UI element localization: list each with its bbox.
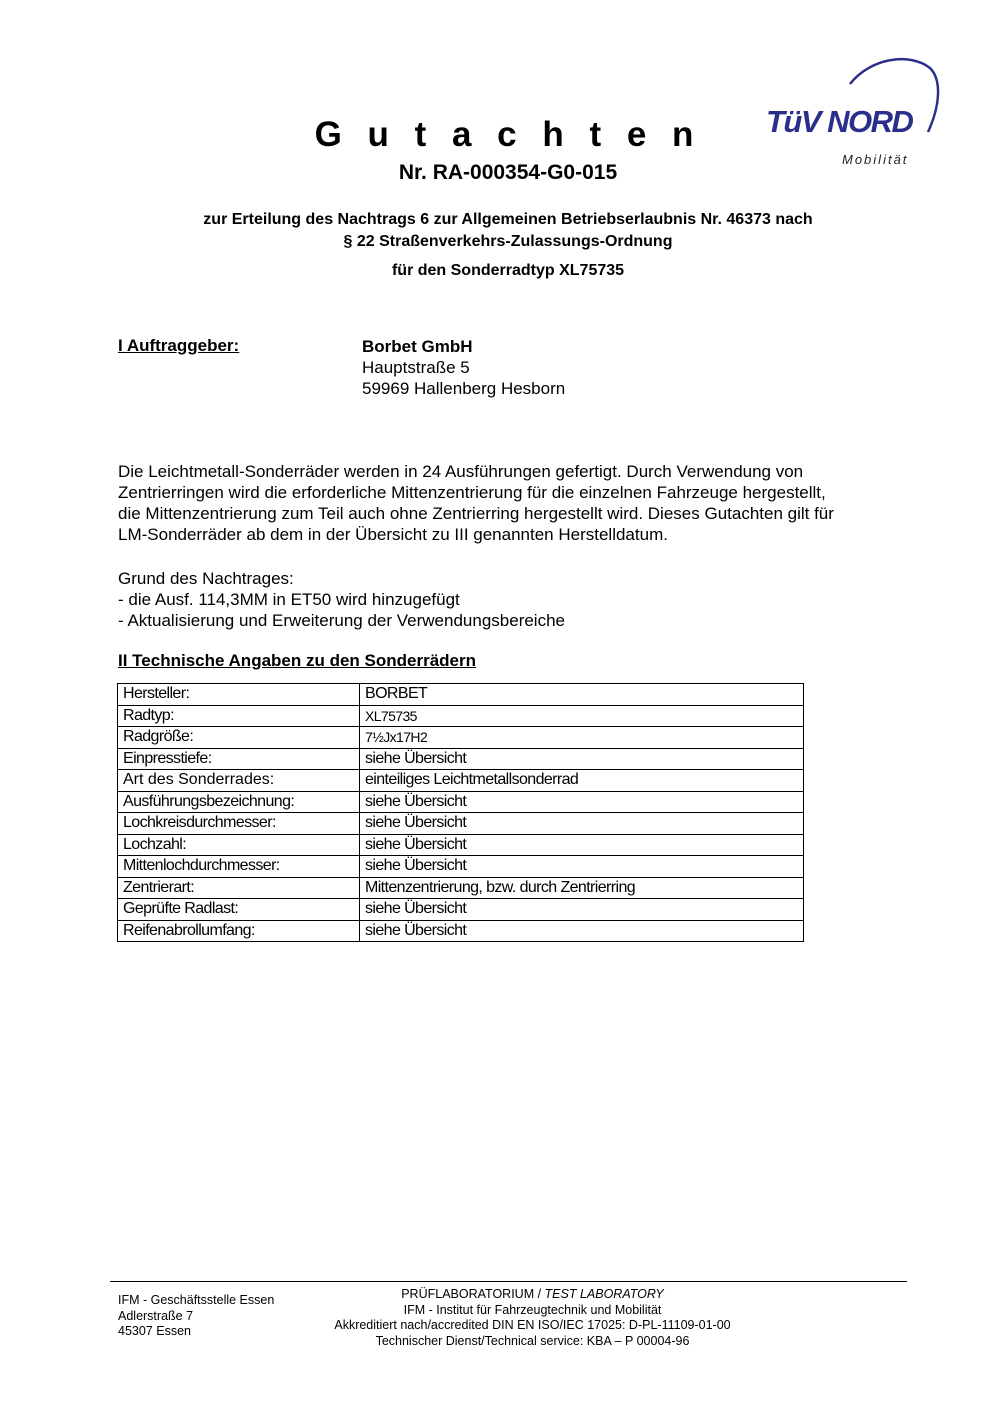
spec-label: Ausführungsbezeichnung: [118, 791, 360, 813]
table-row [118, 899, 804, 921]
amendment-reason-item: - Aktualisierung und Erweiterung der Verwendungsbereiche [118, 611, 565, 630]
purpose-line-2: § 22 Straßenverkehrs-Zulassungs-Ordnung [343, 233, 673, 250]
client-address [362, 336, 565, 399]
logo-subtitle: Mobilität [842, 152, 909, 167]
footer-office-line: Adlerstraße 7 [118, 1308, 194, 1323]
spec-label: Reifenabrollumfang: [118, 920, 360, 942]
spec-value: siehe Übersicht [360, 791, 804, 813]
logo-wordmark: TüV NORD [766, 104, 913, 139]
table-row [118, 920, 804, 942]
amendment-reason-title: Grund des Nachtrages: [118, 569, 294, 588]
footer-laboratory-info [280, 1287, 785, 1349]
amendment-reason-item: - die Ausf. 114,3MM in ET50 wird hinzugefügt [118, 590, 460, 609]
footer-office-line: IFM - Geschäftsstelle Essen [118, 1293, 275, 1307]
wheel-type-line: für den Sonderradtyp XL75735 [391, 262, 625, 279]
spec-label: Mittenlochdurchmesser: [118, 856, 360, 878]
spec-value: siehe Übersicht [360, 834, 804, 856]
spec-label: Radgröße: [118, 727, 360, 749]
table-row [118, 877, 804, 899]
spec-label: Lochkreisdurchmesser: [118, 813, 360, 835]
client-name: Borbet GmbH [362, 337, 473, 356]
spec-label: Einpresstiefe: [118, 748, 360, 770]
intro-paragraph [118, 461, 908, 545]
table-row [118, 834, 804, 856]
footer-office-line: 45307 Essen [118, 1324, 191, 1338]
table-row [118, 748, 804, 770]
client-street: Hauptstraße 5 [362, 358, 470, 377]
table-row [118, 727, 804, 749]
technical-spec-table [117, 683, 804, 942]
paragraph-line: Die Leichtmetall-Sonderräder werden in 24 Ausführungen gefertigt. Durch Verwendung von [118, 462, 804, 481]
spec-value: einteiliges Leichtmetallsonderrad [360, 770, 804, 792]
table-row [118, 813, 804, 835]
client-label: I Auftraggeber: [118, 336, 240, 355]
spec-value: siehe Übersicht [360, 856, 804, 878]
spec-label: Lochzahl: [118, 834, 360, 856]
footer-lab-line-1 [280, 1287, 785, 1303]
table-row [118, 770, 804, 792]
client-city: 59969 Hallenberg Hesborn [362, 379, 566, 398]
footer-office-address [118, 1293, 274, 1340]
amendment-reason [118, 568, 908, 631]
purpose-line-1: zur Erteilung des Nachtrags 6 zur Allgemeinen Betriebserlaubnis Nr. 46373 nach [203, 211, 813, 228]
spec-value: 7½Jx17H2 [360, 727, 804, 749]
spec-label: Hersteller: [118, 684, 360, 706]
table-row [118, 705, 804, 727]
spec-label: Geprüfte Radlast: [118, 899, 360, 921]
paragraph-line: die Mittenzentrierung zum Teil auch ohne Zentrierring hergestellt wird. Dieses Gutachten gilt für [118, 504, 834, 523]
spec-label: Art des Sonderrades: [118, 770, 360, 792]
document-purpose [118, 209, 898, 253]
spec-label: Radtyp: [118, 705, 360, 727]
spec-value: siehe Übersicht [360, 813, 804, 835]
spec-value: XL75735 [360, 705, 804, 727]
spec-value: siehe Übersicht [360, 899, 804, 921]
document-number: Nr. RA-000354-G0-015 [398, 161, 618, 184]
spec-label: Zentrierart: [118, 877, 360, 899]
spec-value: Mittenzentrierung, bzw. durch Zentrierring [360, 877, 804, 899]
spec-value: siehe Übersicht [360, 748, 804, 770]
spec-value: siehe Übersicht [360, 920, 804, 942]
table-row [118, 856, 804, 878]
document-title: G u t a c h t e n [314, 115, 702, 154]
section-title-technical: II Technische Angaben zu den Sonderrädern [118, 651, 477, 670]
table-row [118, 791, 804, 813]
spec-value: BORBET [360, 684, 804, 706]
footer-divider [110, 1281, 907, 1282]
paragraph-line: Zentrierringen wird die erforderliche Mittenzentrierung für die einzelnen Fahrzeuge hergestellt, [118, 483, 826, 502]
paragraph-line: LM-Sonderräder ab dem in der Übersicht zu III genannten Herstelldatum. [118, 525, 668, 544]
table-row [118, 684, 804, 706]
footer-lab-label-en: TEST LABORATORY [544, 1287, 664, 1301]
footer-lab-line-2: IFM - Institut für Fahrzeugtechnik und Mobilität [403, 1302, 662, 1317]
footer-lab-line-4: Technischer Dienst/Technical service: KBA – P 00004-96 [375, 1333, 690, 1348]
footer-lab-line-3: Akkreditiert nach/accredited DIN EN ISO/IEC 17025: D-PL-11109-01-00 [334, 1318, 731, 1332]
footer-lab-label: PRÜFLABORATORIUM / [401, 1287, 545, 1301]
